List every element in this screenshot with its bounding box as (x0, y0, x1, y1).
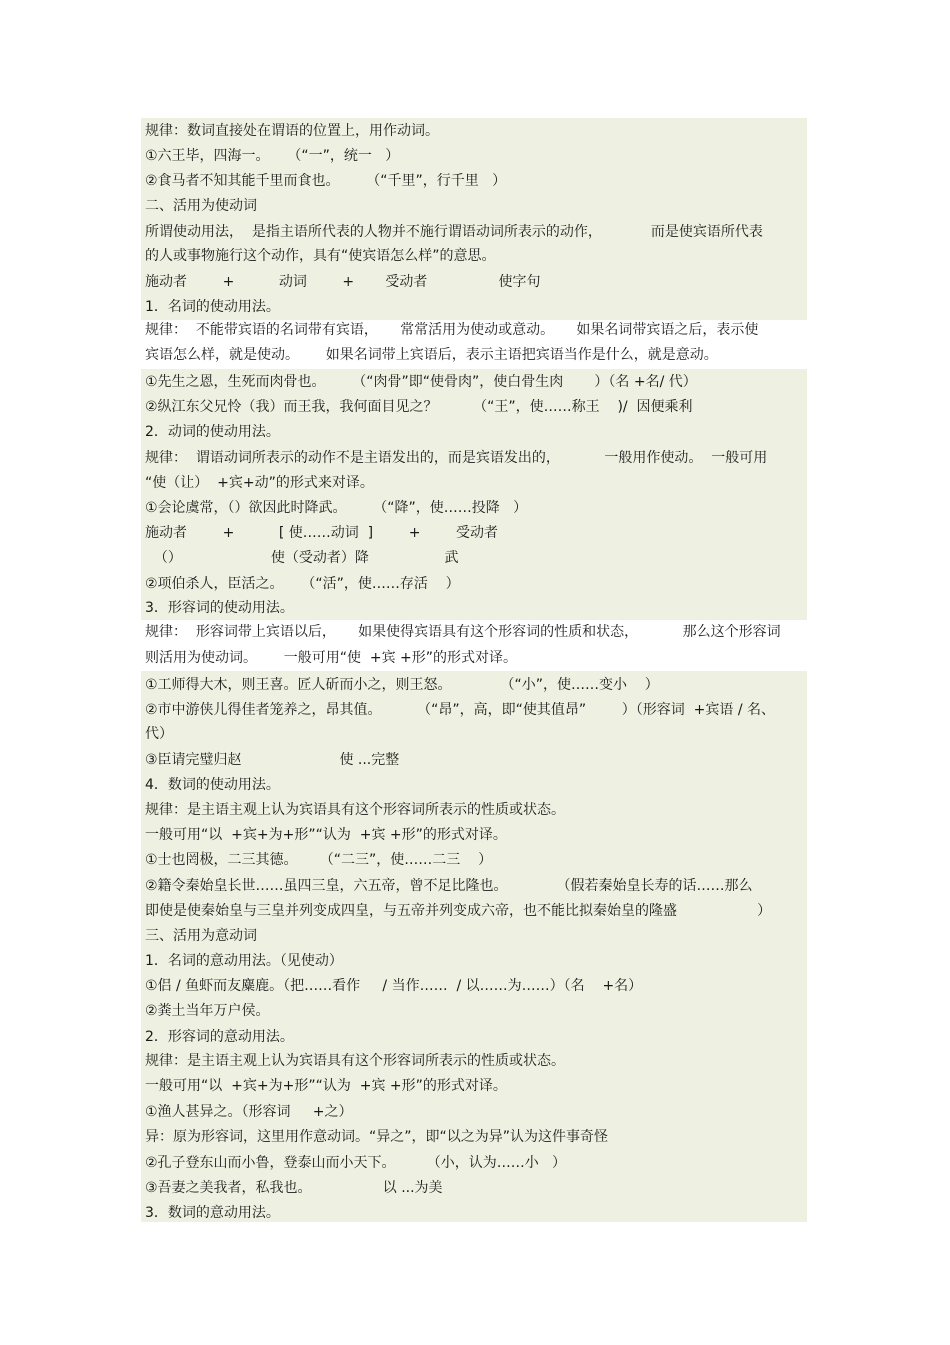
text-line: ①六王毕，四海一。 （“一”，统一 ） (145, 148, 400, 164)
text-line: ②粪土当年万户侯。 (145, 1003, 270, 1019)
text-line: 一般可用“以 +宾+为+形”“认为 +宾 +形”的形式对译。 (145, 827, 507, 843)
section-heading: 二、活用为使动词 (145, 198, 257, 214)
subsection-heading: 2．形容词的意动用法。 (145, 1029, 294, 1045)
text-line: 宾语怎么样，就是使动。 如果名词带上宾语后，表示主语把宾语当作是什么，就是意动。 (145, 347, 718, 363)
text-line: 的人或事物施行这个动作，具有“使宾语怎么样”的意思。 (145, 248, 496, 264)
section-heading: 三、活用为意动词 (145, 928, 257, 944)
text-line: ②项伯杀人，臣活之。 （“活”，使……存活 ） (145, 576, 460, 592)
text-line: 一般可用“以 +宾+为+形”“认为 +宾 +形”的形式对译。 (145, 1078, 507, 1094)
subsection-heading: 2．动词的使动用法。 (145, 424, 280, 440)
text-line: 代） (145, 726, 173, 742)
text-line: ①工师得大木，则王喜。匠人斫而小之，则王怒。 （“小”，使……变小 ） (145, 677, 659, 693)
text-line: 规律：数词直接处在谓语的位置上，用作动词。 (145, 123, 439, 139)
text-line: ①渔人甚异之。（形容词 +之） (145, 1104, 353, 1120)
text-line: ①会论虞常，（）欲因此时降武。 （“降”，使……投降 ） (145, 500, 528, 516)
subsection-heading: 3．形容词的使动用法。 (145, 600, 294, 616)
text-line: ②纵江东父兄怜（我）而王我，我何面目见之？ （“王”，使……称王 )/ 因便乘利 (145, 399, 693, 415)
subsection-heading: 1．名词的使动用法。 (145, 299, 280, 315)
text-line: ②籍令秦始皇长世……虽四三皇，六五帝，曾不足比隆也。 （假若秦始皇长寿的话……那么 (145, 878, 753, 894)
text-line: 异：原为形容词，这里用作意动词。“异之”，即“以之为异”认为这件事奇怪 (145, 1129, 609, 1145)
text-line: 则活用为使动词。 一般可用“使 +宾 +形”的形式对译。 (145, 650, 518, 666)
text-line: “使（让） +宾+动”的形式来对译。 (145, 475, 374, 491)
subsection-heading: 3．数词的意动用法。 (145, 1205, 280, 1221)
text-line: 施动者 + 动词 + 受动者 使字句 (145, 274, 541, 290)
text-line: ②市中游侠儿得佳者笼养之，昂其值。 （“昂”，高，即“使其值昂” ）（形容词 +宾语 / 名、 (145, 702, 776, 718)
subsection-heading: 4．数词的使动用法。 (145, 777, 280, 793)
text-line: 规律：是主语主观上认为宾语具有这个形容词所表示的性质或状态。 (145, 1053, 565, 1069)
text-line: 所谓使动用法， 是指主语所代表的人物并不施行谓语动词所表示的动作， 而是使宾语所代表 (145, 224, 763, 240)
text-line: ①先生之恩，生死而肉骨也。 （“肉骨”即“使骨肉”，使白骨生肉 ）（名 +名/ 代） (145, 374, 697, 390)
text-line: 即使是使秦始皇与三皇并列变成四皇，与五帝并列变成六帝，也不能比拟秦始皇的隆盛 ） (145, 903, 772, 919)
text-line: （） 使（受动者）降 武 (145, 550, 459, 566)
text-line: ①士也罔极，二三其德。 （“二三”，使……二三 ） (145, 852, 493, 868)
text-line: 规律： 形容词带上宾语以后， 如果使得宾语具有这个形容词的性质和状态， 那么这个形容词 (145, 624, 781, 640)
text-line: 规律： 谓语动词所表示的动作不是主语发出的，而是宾语发出的， 一般用作使动。 一般可用 (145, 450, 768, 466)
text-line: ③臣请完璧归赵 使 ...完整 (145, 752, 400, 768)
text-line: ①侣 / 鱼虾而友麋鹿。（把……看作 / 当作…… / 以……为……）（名 +名） (145, 978, 643, 994)
text-line: ②孔子登东山而小鲁，登泰山而小天下。 （小，认为……小 ） (145, 1155, 567, 1171)
subsection-heading: 1．名词的意动用法。（见使动） (145, 953, 343, 969)
text-line: ③吾妻之美我者，私我也。 以 ...为美 (145, 1180, 443, 1196)
text-line: 规律： 不能带宾语的名词带有宾语， 常常活用为使动或意动。 如果名词带宾语之后，表示使 (145, 322, 759, 338)
text-line: 规律：是主语主观上认为宾语具有这个形容词所表示的性质或状态。 (145, 802, 565, 818)
text-line: ②食马者不知其能千里而食也。 （“千里”，行千里 ） (145, 173, 507, 189)
text-line: 施动者 + [ 使……动词 ] + 受动者 (145, 525, 499, 541)
